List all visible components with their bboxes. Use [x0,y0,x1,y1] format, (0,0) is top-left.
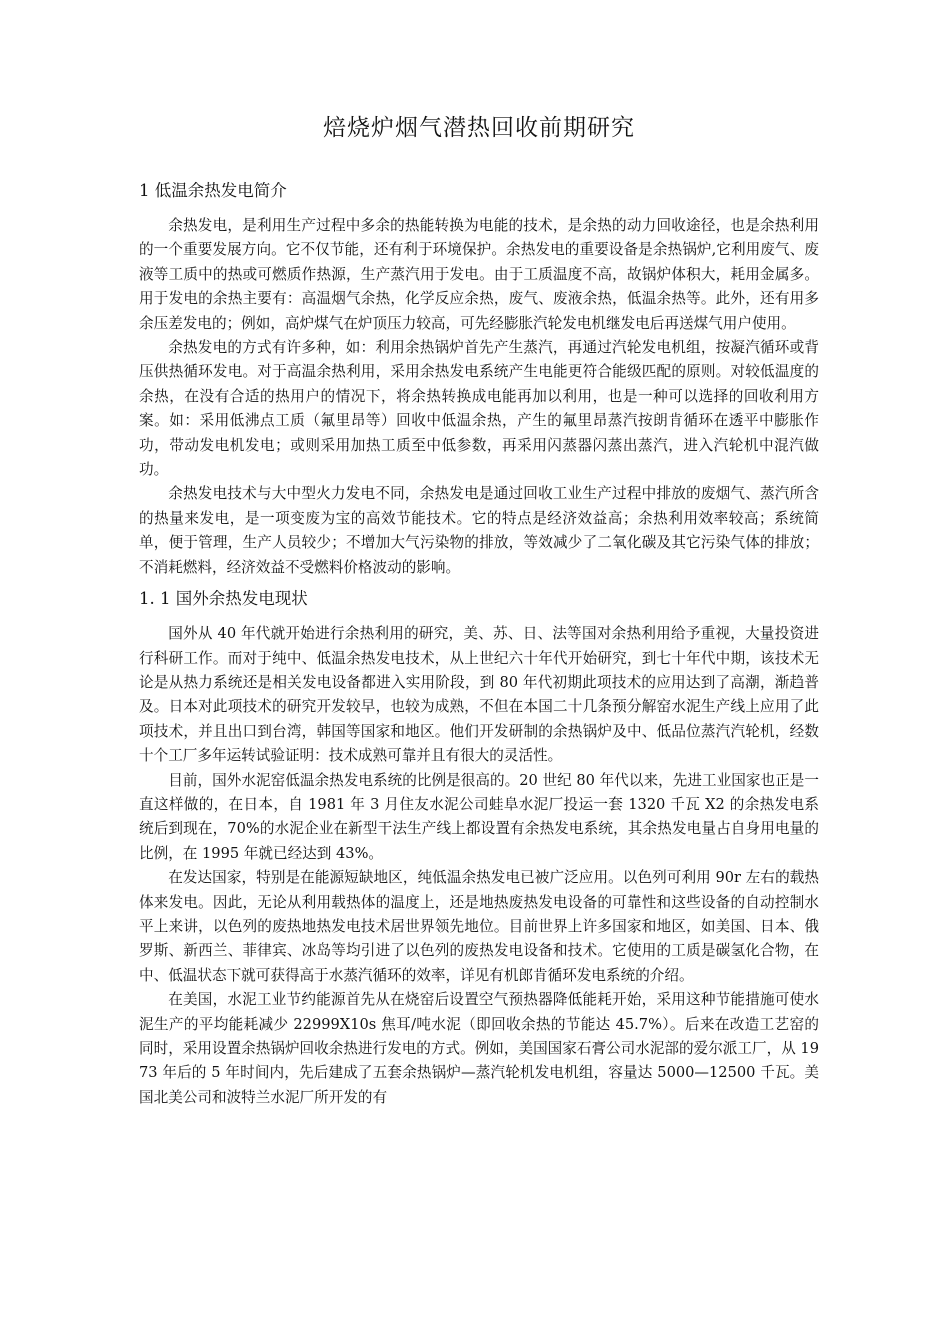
paragraph: 国外从 40 年代就开始进行余热利用的研究，美、苏、日、法等国对余热利用给予重视，大量投资进行科研工作。而对于纯中、低温余热发电技术，从上世纪六十年代开始研究，到七十年代中期，该技术无论是从热力系统还是相关发电设备都进入实用阶段，到 80 年代初期此项技术的应用达到了高潮，渐趋普及。日本对此项技术的研究开发较早，也较为成熟，不但在本国二十几条预分解窑水泥生产线上应用了此项技术，并且出口到台湾，韩国等国家和地区。他们开发研制的余热锅炉及中、低品位蒸汽汽轮机，经数十个工厂多年运转试验证明：技术成熟可靠并且有很大的灵活性。 [139,625,819,765]
paragraph: 在发达国家，特别是在能源短缺地区，纯低温余热发电已被广泛应用。以色列可利用 90r 左右的载热体来发电。因此，无论从利用载热体的温度上，还是地热废热发电设备的可靠性和这些设备的自动控制水平上来讲，以色列的废热地热发电技术居世界领先地位。目前世界上许多国家和地区，如美国、日本、俄罗斯、新西兰、菲律宾、冰岛等均引进了以色列的废热发电设备和技术。它使用的工质是碳氢化合物，在中、低温状态下就可获得高于水蒸汽循环的效率，详见有机郎肯循环发电系统的介绍。 [139,869,819,984]
section-heading: 1. 1 国外余热发电现状 [139,589,308,609]
document-page [139,108,819,1110]
paragraph: 余热发电，是利用生产过程中多余的热能转换为电能的技术，是余热的动力回收途径，也是余热利用的一个重要发展方向。它不仅节能，还有利于环境保护。余热发电的重要设备是余热锅炉,它利用废气、废液等工质中的热或可燃质作热源，生产蒸汽用于发电。由于工质温度不高，故锅炉体积大，耗用金属多。用于发电的余热主要有：高温烟气余热，化学反应余热，废气、废液余热，低温余热等。此外，还有用多余压差发电的；例如，高炉煤气在炉顶压力较高，可先经膨胀汽轮发电机继发电后再送煤气用户使用。 [139,217,819,332]
paragraph: 在美国，水泥工业节约能源首先从在烧窑后设置空气预热器降低能耗开始，采用这种节能措施可使水泥生产的平均能耗减少 22999X10s 焦耳/吨水泥（即回收余热的节能达 45.7%）。后来在改造工艺窑的同时，采用设置余热锅炉回收余热进行发电的方式。例如，美国国家石膏公司水泥部的爱尔派工厂，从 1973 年后的 5 年时间内，先后建成了五套余热锅炉—蒸汽轮机发电机组，容量达 5000—12500 千瓦。美国北美公司和波特兰水泥厂所开发的有 [139,991,819,1106]
paragraph: 余热发电技术与大中型火力发电不同，余热发电是通过回收工业生产过程中排放的废烟气、蒸汽所含的热量来发电，是一项变废为宝的高效节能技术。它的特点是经济效益高；余热利用效率较高；系统简单，便于管理，生产人员较少；不增加大气污染物的排放，等效减少了二氧化碳及其它污染气体的排放；不消耗燃料，经济效益不受燃料价格波动的影响。 [139,485,819,576]
document-title: 焙烧炉烟气潜热回收前期研究 [323,115,635,141]
section-foreign-waste-heat-status [139,584,819,1110]
paragraph: 目前，国外水泥窑低温余热发电系统的比例是很高的。20 世纪 80 年代以来，先进工业国家也正是一直这样做的，在日本，自 1981 年 3 月住友水泥公司蛙阜水泥厂投运一套 1320 千瓦 X2 的余热发电系统后到现在，70%的水泥企业在新型干法生产线上都设置有余热发电系统，其余热发电量占自身用电量的比例，在 1995 年就已经达到 43%。 [139,771,819,862]
section-low-temp-waste-heat-intro [139,176,819,580]
section-heading: 1 低温余热发电简介 [139,181,287,200]
paragraph: 余热发电的方式有许多种，如：利用余热锅炉首先产生蒸汽，再通过汽轮发电机组，按凝汽循环或背压供热循环发电。对于高温余热利用，采用余热发电系统产生电能更符合能级匹配的原则。对较低温度的余热，在没有合适的热用户的情况下，将余热转换成电能再加以利用，也是一种可以选择的回收利用方案。如：采用低沸点工质（氟里昂等）回收中低温余热，产生的氟里昂蒸汽按朗肯循环在透平中膨胀作功，带动发电机发电；或则采用加热工质至中低参数，再采用闪蒸器闪蒸出蒸汽，进入汽轮机中混汽做功。 [139,339,819,479]
